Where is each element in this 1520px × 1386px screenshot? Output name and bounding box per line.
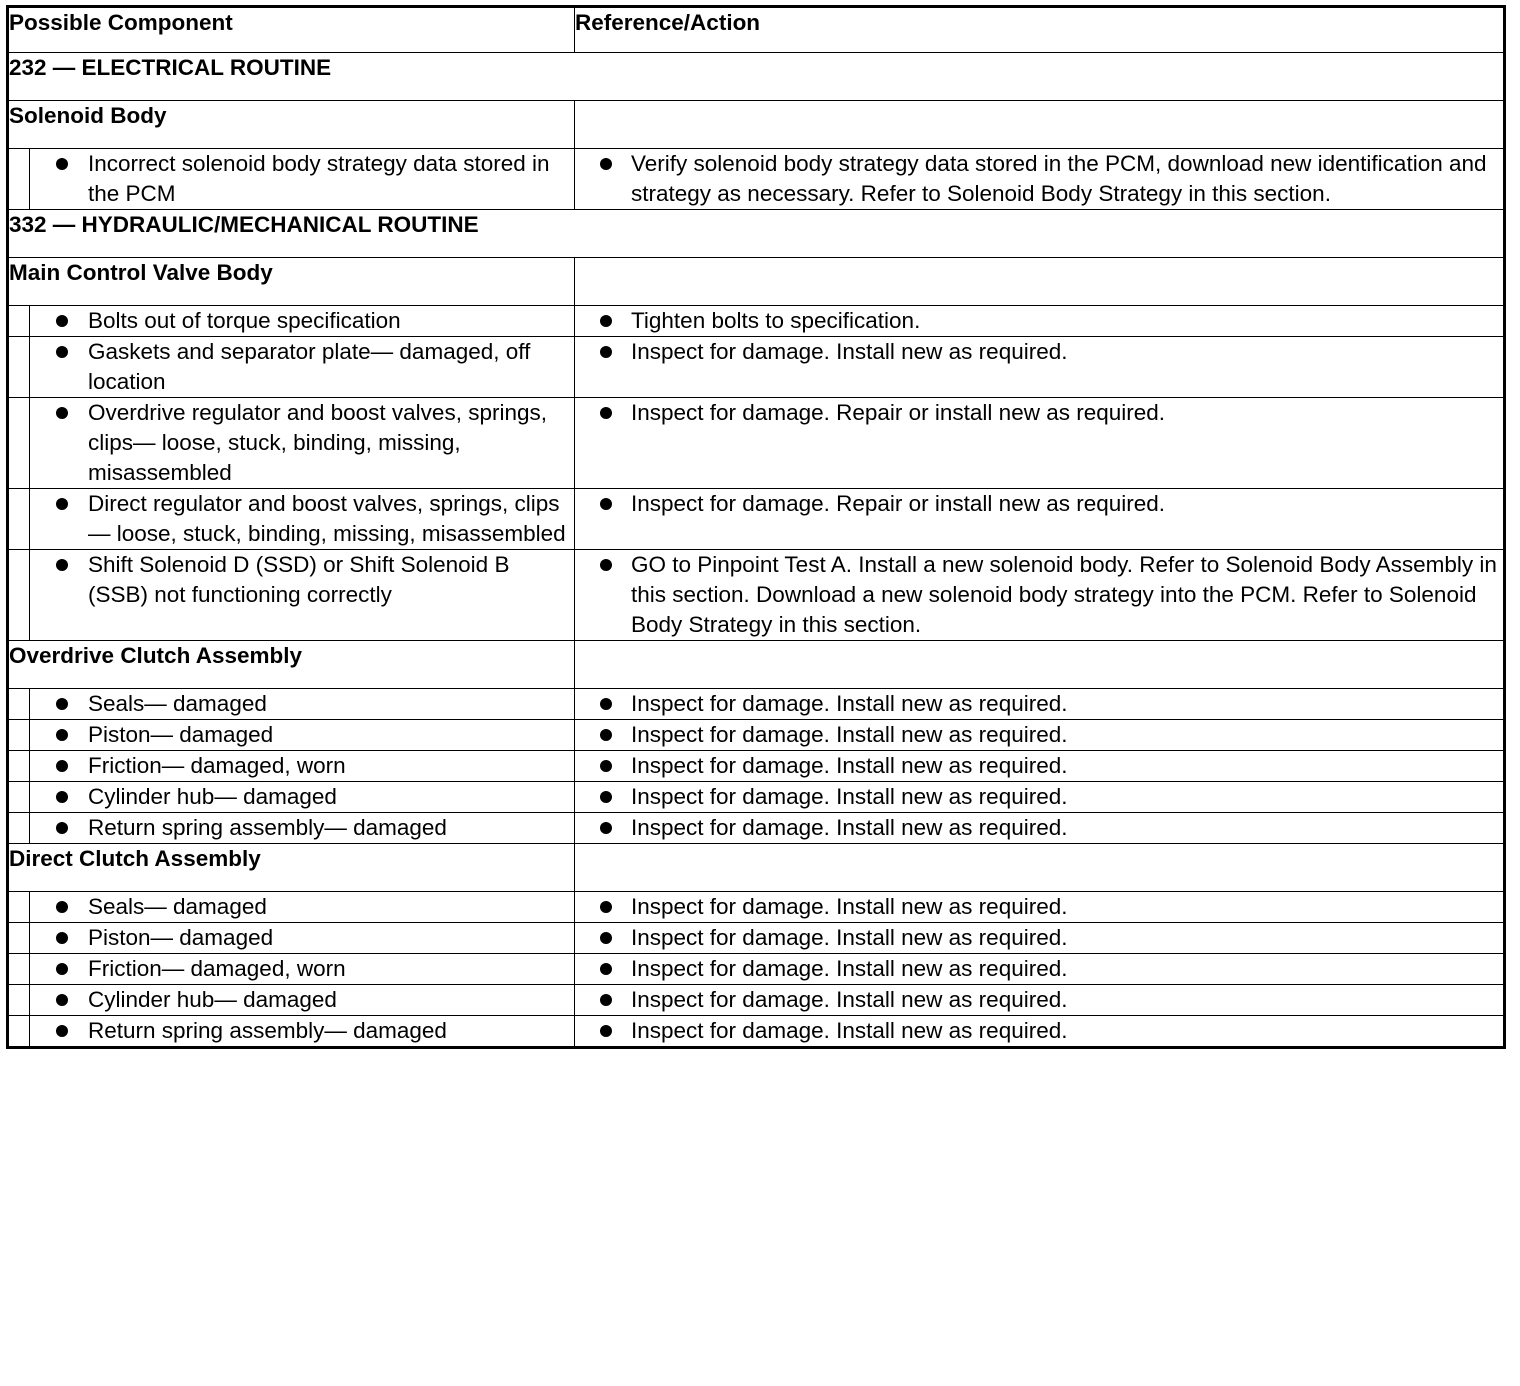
action-cell	[575, 149, 1505, 210]
action-cell	[575, 985, 1505, 1016]
bullet-icon	[30, 782, 88, 812]
bullet-icon	[575, 720, 631, 750]
bullet-icon	[575, 1016, 631, 1046]
column-header-action: Reference/Action	[575, 7, 1505, 53]
component-cell-text: Shift Solenoid D (SSD) or Shift Solenoid B (SSB) not functioning correctly	[88, 552, 510, 607]
indent-cell	[8, 751, 30, 782]
indent-cell	[8, 954, 30, 985]
component-cell	[30, 689, 575, 720]
indent-cell	[8, 689, 30, 720]
action-cell	[575, 550, 1505, 641]
table-row	[8, 689, 1505, 720]
component-cell	[30, 813, 575, 844]
component-cell	[30, 337, 575, 398]
component-cell-text: Piston— damaged	[88, 925, 274, 950]
component-cell	[30, 923, 575, 954]
action-cell	[575, 782, 1505, 813]
bullet-icon	[575, 813, 631, 843]
component-cell	[30, 782, 575, 813]
action-cell-text: Inspect for damage. Repair or install new as required.	[631, 491, 1166, 516]
component-cell-text: Direct regulator and boost valves, springs, clips— loose, stuck, binding, missing, misassembled	[88, 491, 566, 546]
bullet-icon	[575, 782, 631, 812]
group-row	[8, 101, 1505, 149]
component-cell-text: Friction— damaged, worn	[88, 753, 346, 778]
action-cell-text: Verify solenoid body strategy data stored in the PCM, download new identification and strategy as necessary. Refer to Solenoid Body Strategy in this section.	[631, 151, 1487, 206]
table-header-row	[8, 7, 1505, 53]
action-cell	[575, 306, 1505, 337]
group-row	[8, 641, 1505, 689]
table-row	[8, 550, 1505, 641]
component-cell	[30, 720, 575, 751]
bullet-icon	[30, 813, 88, 843]
section-row	[8, 210, 1505, 258]
section-title: 332 — HYDRAULIC/MECHANICAL ROUTINE	[8, 210, 1505, 258]
table-row	[8, 149, 1505, 210]
indent-cell	[8, 337, 30, 398]
group-action-empty	[575, 258, 1505, 306]
table-row	[8, 923, 1505, 954]
bullet-icon	[30, 1016, 88, 1046]
action-cell	[575, 892, 1505, 923]
bullet-icon	[30, 337, 88, 367]
action-cell-text: Tighten bolts to specification.	[631, 308, 921, 333]
diagnosis-table	[6, 5, 1506, 1049]
table-row	[8, 337, 1505, 398]
component-cell-text: Piston— damaged	[88, 722, 274, 747]
action-cell-text: Inspect for damage. Install new as required.	[631, 987, 1068, 1012]
table-row	[8, 782, 1505, 813]
bullet-icon	[30, 923, 88, 953]
action-cell	[575, 751, 1505, 782]
action-cell-text: Inspect for damage. Install new as required.	[631, 815, 1068, 840]
group-action-empty	[575, 844, 1505, 892]
group-action-empty	[575, 101, 1505, 149]
group-title: Overdrive Clutch Assembly	[8, 641, 575, 689]
indent-cell	[8, 1016, 30, 1048]
action-cell	[575, 1016, 1505, 1048]
table-row	[8, 489, 1505, 550]
table-row	[8, 813, 1505, 844]
action-cell	[575, 954, 1505, 985]
component-cell	[30, 489, 575, 550]
table-row	[8, 1016, 1505, 1048]
table-row	[8, 954, 1505, 985]
table-row	[8, 398, 1505, 489]
component-cell-text: Cylinder hub— damaged	[88, 784, 337, 809]
bullet-icon	[30, 720, 88, 750]
section-title: 232 — ELECTRICAL ROUTINE	[8, 53, 1505, 101]
bullet-icon	[575, 489, 631, 519]
bullet-icon	[575, 306, 631, 336]
action-cell	[575, 337, 1505, 398]
component-cell	[30, 892, 575, 923]
bullet-icon	[575, 954, 631, 984]
component-cell-text: Friction— damaged, worn	[88, 956, 346, 981]
component-cell	[30, 985, 575, 1016]
bullet-icon	[575, 923, 631, 953]
action-cell-text: Inspect for damage. Repair or install new as required.	[631, 400, 1166, 425]
group-title: Solenoid Body	[8, 101, 575, 149]
component-cell-text: Seals— damaged	[88, 691, 267, 716]
indent-cell	[8, 149, 30, 210]
action-cell-text: Inspect for damage. Install new as required.	[631, 339, 1068, 364]
indent-cell	[8, 398, 30, 489]
indent-cell	[8, 720, 30, 751]
component-cell	[30, 954, 575, 985]
action-cell-text: Inspect for damage. Install new as required.	[631, 691, 1068, 716]
bullet-icon	[30, 398, 88, 428]
group-row	[8, 258, 1505, 306]
component-cell-text: Incorrect solenoid body strategy data stored in the PCM	[88, 151, 550, 206]
component-cell-text: Overdrive regulator and boost valves, springs, clips— loose, stuck, binding, missing, misassembled	[88, 400, 547, 485]
action-cell-text: GO to Pinpoint Test A. Install a new solenoid body. Refer to Solenoid Body Assembly in this section. Download a new solenoid body strategy into the PCM. Refer to Solenoid Body Strategy in this section.	[631, 552, 1497, 637]
component-cell	[30, 306, 575, 337]
action-cell	[575, 720, 1505, 751]
indent-cell	[8, 813, 30, 844]
action-cell-text: Inspect for damage. Install new as required.	[631, 722, 1068, 747]
action-cell-text: Inspect for damage. Install new as required.	[631, 956, 1068, 981]
component-cell-text: Return spring assembly— damaged	[88, 1018, 447, 1043]
component-cell-text: Seals— damaged	[88, 894, 267, 919]
table-row	[8, 985, 1505, 1016]
component-cell-text: Gaskets and separator plate— damaged, off location	[88, 339, 531, 394]
action-cell-text: Inspect for damage. Install new as required.	[631, 925, 1068, 950]
table-row	[8, 892, 1505, 923]
component-cell	[30, 398, 575, 489]
group-row	[8, 844, 1505, 892]
component-cell	[30, 149, 575, 210]
component-cell	[30, 1016, 575, 1048]
component-cell-text: Return spring assembly— damaged	[88, 815, 447, 840]
bullet-icon	[575, 398, 631, 428]
indent-cell	[8, 985, 30, 1016]
action-cell	[575, 923, 1505, 954]
bullet-icon	[575, 892, 631, 922]
action-cell-text: Inspect for damage. Install new as required.	[631, 894, 1068, 919]
bullet-icon	[575, 751, 631, 781]
group-title: Direct Clutch Assembly	[8, 844, 575, 892]
bullet-icon	[30, 892, 88, 922]
bullet-icon	[30, 954, 88, 984]
bullet-icon	[575, 550, 631, 580]
action-cell	[575, 398, 1505, 489]
action-cell	[575, 689, 1505, 720]
bullet-icon	[30, 689, 88, 719]
group-action-empty	[575, 641, 1505, 689]
indent-cell	[8, 489, 30, 550]
action-cell-text: Inspect for damage. Install new as required.	[631, 1018, 1068, 1043]
column-header-component: Possible Component	[8, 7, 575, 53]
bullet-icon	[575, 985, 631, 1015]
indent-cell	[8, 782, 30, 813]
bullet-icon	[575, 689, 631, 719]
bullet-icon	[30, 985, 88, 1015]
indent-cell	[8, 892, 30, 923]
bullet-icon	[30, 149, 88, 179]
group-title: Main Control Valve Body	[8, 258, 575, 306]
table-row	[8, 720, 1505, 751]
bullet-icon	[30, 306, 88, 336]
component-cell	[30, 751, 575, 782]
bullet-icon	[30, 550, 88, 580]
bullet-icon	[575, 149, 631, 179]
indent-cell	[8, 306, 30, 337]
action-cell	[575, 489, 1505, 550]
table-row	[8, 751, 1505, 782]
component-cell-text: Cylinder hub— damaged	[88, 987, 337, 1012]
indent-cell	[8, 550, 30, 641]
indent-cell	[8, 923, 30, 954]
component-cell-text: Bolts out of torque specification	[88, 308, 401, 333]
action-cell-text: Inspect for damage. Install new as required.	[631, 753, 1068, 778]
action-cell	[575, 813, 1505, 844]
table-row	[8, 306, 1505, 337]
bullet-icon	[575, 337, 631, 367]
component-cell	[30, 550, 575, 641]
action-cell-text: Inspect for damage. Install new as required.	[631, 784, 1068, 809]
bullet-icon	[30, 489, 88, 519]
section-row	[8, 53, 1505, 101]
bullet-icon	[30, 751, 88, 781]
